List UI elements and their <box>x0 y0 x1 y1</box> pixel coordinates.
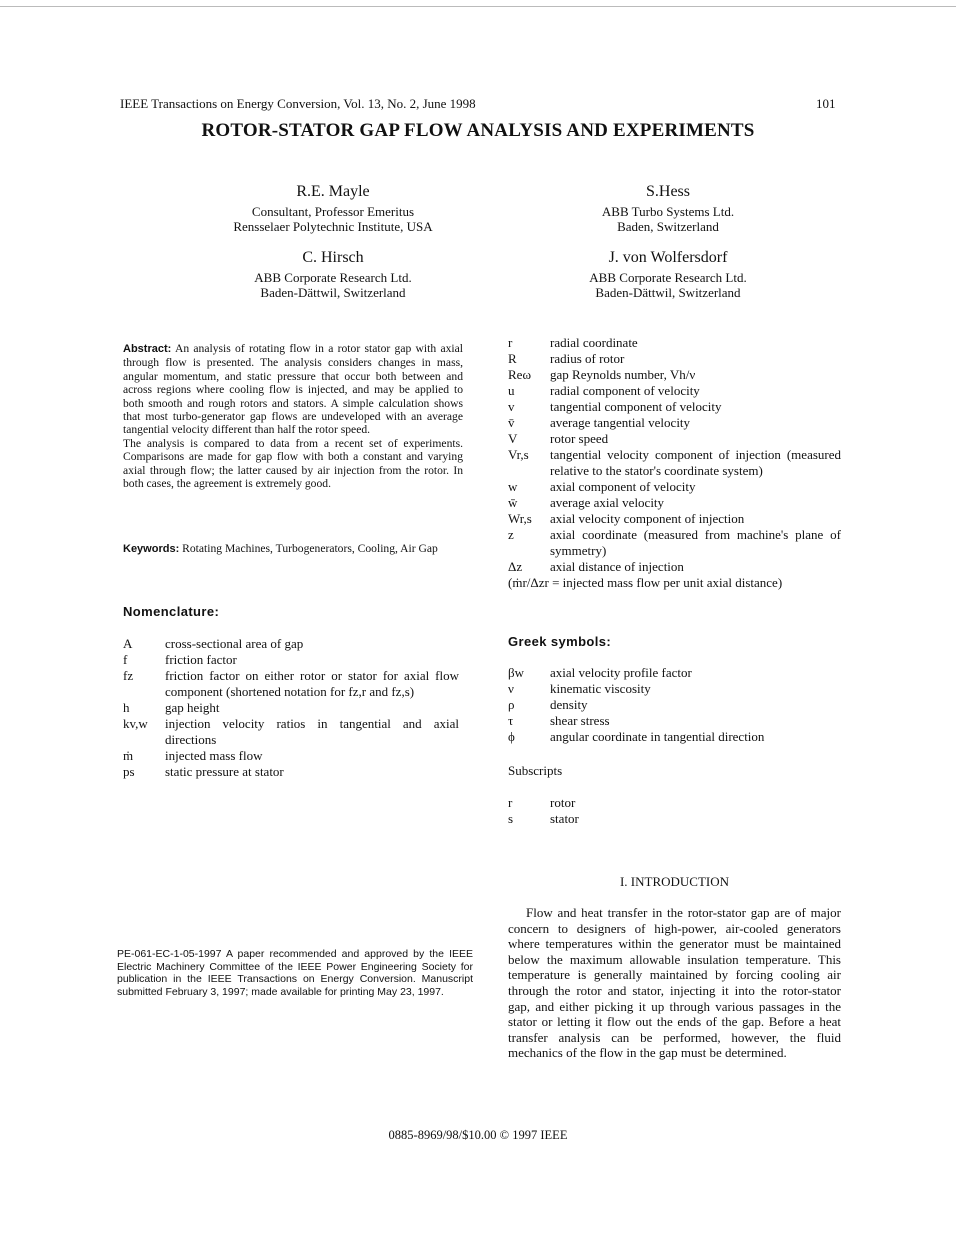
nomenclature-row <box>508 713 841 729</box>
nomenclature-row <box>508 383 841 399</box>
definition: radial component of velocity <box>550 383 700 398</box>
symbol: z <box>508 527 514 542</box>
nomenclature-row <box>123 700 459 716</box>
symbol: ps <box>123 764 135 779</box>
definition: friction factor <box>165 652 237 667</box>
keywords-label: Keywords: <box>123 543 180 555</box>
author-name: R.E. Mayle <box>296 183 370 200</box>
author-block-hirsch <box>173 248 493 300</box>
nomenclature-row <box>123 716 459 748</box>
abstract-label: Abstract <box>123 343 168 355</box>
footnote: PE-061-EC-1-05-1997 A paper recommended and approved by the IEEE Electric Machinery Committee of the IEEE Power Engineering Society for publication in the IEEE Transactions on Energy Conversion. Manuscript submitted February 3, 1997; made available for printing May 23, 1997. <box>117 948 473 998</box>
symbol: fz <box>123 668 134 683</box>
symbol: ϕ <box>508 729 515 744</box>
paper-title: ROTOR-STATOR GAP FLOW ANALYSIS AND EXPERIMENTS <box>201 120 755 141</box>
symbol: βw <box>508 665 525 680</box>
journal-header: IEEE Transactions on Energy Conversion, Vol. 13, No. 2, June 1998 <box>120 96 476 111</box>
author-affiliation: Consultant, Professor Emeritus <box>251 204 415 219</box>
introduction-heading: I. INTRODUCTION <box>619 874 730 889</box>
symbol: ν <box>508 681 514 696</box>
definition: static pressure at stator <box>165 764 284 779</box>
definition: density <box>550 697 588 712</box>
symbol: v <box>508 399 515 414</box>
abstract-para-1: Abstract: An analysis of rotating flow in a rotor stator gap with axial through flow is presented. The analysis considers changes in mass, angular momentum, and static pressure that occur both between and across regions where cooling flow is injected, and may be applied to both smooth and rough rotors and stators. A simple calculation shows that most turbo-generator gap flows are undeveloped with an average tangential velocity different than half the rotor speed. <box>123 342 463 437</box>
author-name: J. von Wolfersdorf <box>608 249 728 266</box>
nomenclature-row <box>508 351 841 367</box>
author-affiliation: Rensselaer Polytechnic Institute, USA <box>233 219 433 234</box>
definition: axial coordinate (measured from machine's plane of symmetry) <box>550 527 841 558</box>
symbol: A <box>123 636 133 651</box>
nomenclature-row <box>508 479 841 495</box>
symbol: Δz <box>508 559 523 574</box>
copyright-line: 0885-8969/98/$10.00 © 1997 IEEE <box>388 1128 568 1142</box>
nomenclature-row <box>508 495 841 511</box>
author-affiliation: ABB Corporate Research Ltd. <box>589 270 747 285</box>
nomenclature-row <box>508 681 841 697</box>
definition: tangential velocity component of injection (measured relative to the stator's coordinate system) <box>550 447 841 478</box>
definition: radius of rotor <box>550 351 625 366</box>
definition: axial velocity profile factor <box>550 665 692 680</box>
definition: average tangential velocity <box>550 415 691 430</box>
author-block-mayle <box>173 182 493 234</box>
nomenclature-row <box>508 399 841 415</box>
nomenclature-row <box>508 559 841 575</box>
abstract <box>123 342 463 490</box>
abstract-text: An analysis of rotating flow in a rotor stator gap with axial through flow is presented. The analysis considers changes in mass, angular momentum, and static pressure that occur both between and across regions where cooling flow is injected, and may be applied to both smooth and rough rotors and stators. A simple calculation shows that most turbo-generator gap flows are undeveloped with an average tangential velocity different than half the rotor speed. <box>123 342 463 437</box>
nomenclature-heading: Nomenclature: <box>123 604 220 619</box>
author-name: C. Hirsch <box>302 249 364 266</box>
definition: rotor speed <box>550 431 609 446</box>
author-affiliation: ABB Corporate Research Ltd. <box>254 270 412 285</box>
symbol: ρ <box>508 697 515 712</box>
nomenclature-row <box>508 729 841 745</box>
symbol: Wr,s <box>508 511 532 526</box>
top-rule <box>0 6 956 7</box>
symbol: τ <box>508 713 514 728</box>
symbol: r <box>508 335 513 350</box>
symbol: R <box>508 351 517 366</box>
abstract-para-2: The analysis is compared to data from a recent set of experiments. Comparisons are made for gap flow with both a constant and varying axial through flow; the latter caused by air injection from the rotor. In both cases, the agreement is extremely good. <box>123 436 463 491</box>
author-affiliation: Baden-Dättwil, Switzerland <box>595 285 741 300</box>
author-affiliation: ABB Turbo Systems Ltd. <box>601 204 735 219</box>
definition: injection velocity ratios in tangential and axial directions <box>165 716 459 747</box>
symbol: w <box>508 479 518 494</box>
symbol: kv,w <box>123 716 148 731</box>
author-affiliation: Baden, Switzerland <box>617 219 719 234</box>
nomenclature-row <box>508 697 841 713</box>
symbol: v̄ <box>508 415 515 430</box>
nomenclature-row <box>508 415 841 431</box>
nomenclature-left-list <box>123 636 459 780</box>
symbol: s <box>508 811 514 826</box>
symbol: ṁ <box>123 748 134 763</box>
symbol: w̄ <box>508 495 518 510</box>
definition: friction factor on either rotor or stator for axial flow component (shortened notation for fz,r and fz,s) <box>165 668 459 699</box>
keywords-text: Rotating Machines, Turbogenerators, Cooling, Air Gap <box>182 542 438 555</box>
nomenclature-row <box>508 665 841 681</box>
introduction-body: Flow and heat transfer in the rotor-stator gap are of major concern to designers of high-power, air-cooled generators where temperatures within the generator must be maintained below the maximum allowable insulation temperature. This temperature is generally maintained by forcing cooling air through the rotor and stator, injecting it into the rotor-stator gap, and either picking it up through various passages in the stator or letting it flow out the ends of the gap. Before a heat transfer analysis can be performed, however, the fluid mechanics of the flow in the gap must be determined. <box>508 905 841 1061</box>
symbol: Reω <box>508 367 531 382</box>
subscripts-heading: Subscripts <box>508 763 563 778</box>
symbol: f <box>123 652 128 667</box>
definition: gap height <box>165 700 220 715</box>
definition: shear stress <box>550 713 610 728</box>
nomenclature-row <box>508 431 841 447</box>
nomenclature-row <box>123 668 459 700</box>
symbol: r <box>508 795 513 810</box>
author-block-von-wolfersdorf <box>508 248 828 300</box>
symbol: Vr,s <box>508 447 529 462</box>
definition: axial velocity component of injection <box>550 511 745 526</box>
nomenclature-row <box>123 748 459 764</box>
definition: injected mass flow <box>165 748 263 763</box>
nomenclature-right-list <box>508 335 841 591</box>
definition: angular coordinate in tangential direction <box>550 729 765 744</box>
keywords <box>123 542 463 556</box>
definition: stator <box>550 811 579 826</box>
nomenclature-row <box>508 795 841 811</box>
nomenclature-row <box>508 335 841 351</box>
author-name: S.Hess <box>645 183 690 200</box>
nomenclature-row <box>508 367 841 383</box>
nomenclature-row <box>123 764 459 780</box>
subscripts-list <box>508 795 841 827</box>
symbol: V <box>508 431 518 446</box>
nomenclature-row <box>123 652 459 668</box>
definition: axial distance of injection <box>550 559 684 574</box>
page-number: 101 <box>816 96 836 111</box>
nomenclature-row <box>508 447 841 479</box>
symbol: h <box>123 700 130 715</box>
nomenclature-row <box>508 527 841 559</box>
greek-symbols-list <box>508 665 841 745</box>
definition: axial component of velocity <box>550 479 696 494</box>
definition: gap Reynolds number, Vh/ν <box>550 367 696 382</box>
nomenclature-note: (ṁr/Δzr = injected mass flow per unit axial distance) <box>508 575 783 590</box>
definition: average axial velocity <box>550 495 665 510</box>
definition: cross-sectional area of gap <box>165 636 304 651</box>
nomenclature-row <box>508 811 841 827</box>
author-affiliation: Baden-Dättwil, Switzerland <box>260 285 406 300</box>
nomenclature-row <box>123 636 459 652</box>
greek-heading: Greek symbols: <box>508 634 612 649</box>
definition: rotor <box>550 795 576 810</box>
nomenclature-row <box>508 511 841 527</box>
definition: radial coordinate <box>550 335 638 350</box>
author-block-hess <box>508 182 828 234</box>
symbol: u <box>508 383 515 398</box>
definition: tangential component of velocity <box>550 399 722 414</box>
definition: kinematic viscosity <box>550 681 651 696</box>
